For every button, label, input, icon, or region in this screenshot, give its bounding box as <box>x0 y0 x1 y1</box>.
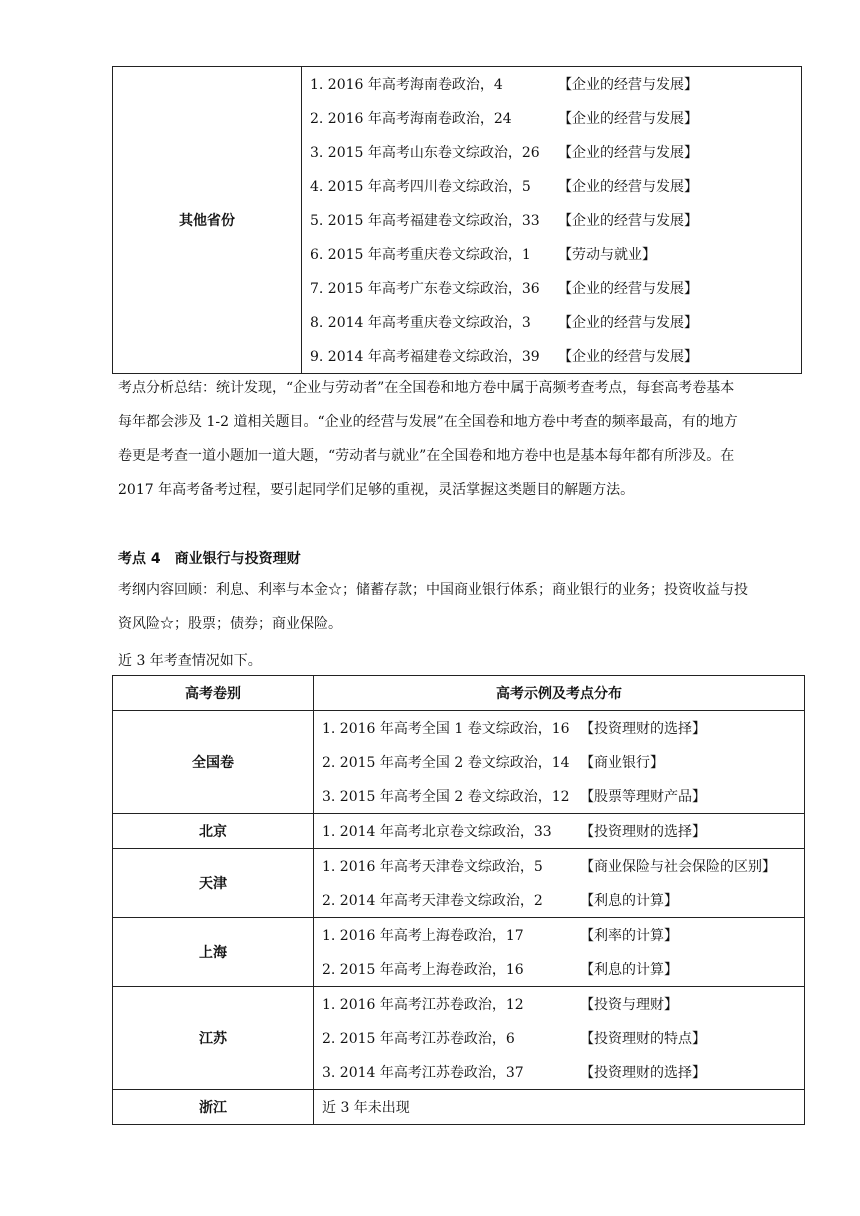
topic-tag: 【商业保险与社会保险的区别】 <box>580 859 776 875</box>
items-cell <box>314 1090 805 1125</box>
topic-tag: 【企业的经营与发展】 <box>558 213 698 229</box>
topic-tag: 【企业的经营与发展】 <box>558 349 698 365</box>
exam-source: 1. 2016 年高考上海卷政治，17 <box>322 928 524 944</box>
topic-tag: 【投资理财的选择】 <box>580 1065 706 1081</box>
items-cell <box>314 814 805 849</box>
table-row <box>310 305 793 339</box>
exam-source: 7. 2015 年高考广东卷文综政治，36 <box>310 281 540 297</box>
region-cell: 天津 <box>113 849 314 918</box>
exam-source: 1. 2014 年高考北京卷文综政治，33 <box>322 824 552 840</box>
table-row <box>322 779 796 813</box>
topic-tag: 【企业的经营与发展】 <box>558 145 698 161</box>
table-row <box>310 339 793 373</box>
table-row <box>310 169 793 203</box>
exam-source: 1. 2016 年高考全国 1 卷文综政治，16 <box>322 721 570 737</box>
exam-source: 近 3 年未出现 <box>322 1100 410 1116</box>
region-cell: 江苏 <box>113 987 314 1090</box>
column-header: 高考卷别 <box>113 676 314 711</box>
topic-tag: 【利息的计算】 <box>580 962 678 978</box>
exam-source: 1. 2016 年高考海南卷政治，4 <box>310 77 503 93</box>
table-row <box>322 814 796 848</box>
topic-tag: 【企业的经营与发展】 <box>558 77 698 93</box>
topic-tag: 【企业的经营与发展】 <box>558 281 698 297</box>
topic-tag: 【商业银行】 <box>580 755 664 771</box>
exam-source: 2. 2015 年高考全国 2 卷文综政治，14 <box>322 755 570 771</box>
table-row <box>310 203 793 237</box>
exam-source: 1. 2016 年高考天津卷文综政治，5 <box>322 859 543 875</box>
items-cell <box>314 849 805 918</box>
exam-source: 1. 2016 年高考江苏卷政治，12 <box>322 997 524 1013</box>
topic-tag: 【利息的计算】 <box>580 893 678 909</box>
column-header: 高考示例及考点分布 <box>314 676 805 711</box>
region-cell: 浙江 <box>113 1090 314 1125</box>
topic-tag: 【投资理财的选择】 <box>580 824 706 840</box>
items-cell <box>302 67 802 374</box>
exam-source: 8. 2014 年高考重庆卷文综政治，3 <box>310 315 531 331</box>
items-cell <box>314 711 805 814</box>
topic-tag: 【劳动与就业】 <box>558 247 656 263</box>
table-row <box>322 1090 796 1124</box>
items-cell <box>314 918 805 987</box>
items-cell <box>314 987 805 1090</box>
exam-source: 2. 2015 年高考江苏卷政治，6 <box>322 1031 515 1047</box>
exam-source: 3. 2015 年高考全国 2 卷文综政治，12 <box>322 789 570 805</box>
region-cell: 上海 <box>113 918 314 987</box>
exam-source: 9. 2014 年高考福建卷文综政治，39 <box>310 349 540 365</box>
table-row <box>310 67 793 101</box>
table-row <box>322 745 796 779</box>
exam-source: 3. 2015 年高考山东卷文综政治，26 <box>310 145 540 161</box>
summary-paragraph: 考点分析总结：统计发现，“企业与劳动者”在全国卷和地方卷中属于高频考查考点，每套高考卷基本每年都会涉及 1-2 道相关题目。“企业的经营与发展”在全国卷和地方卷中考查的频率最高，有的地方卷更是考查一道小题加一道大题，“劳动者与就业”在全国卷和地方卷中也是基本每年都有所涉及。在 2017 年高考备考过程，要引起同学们足够的重视，灵活掌握这类题目的解题方法。 <box>118 380 738 498</box>
topic-tag: 【企业的经营与发展】 <box>558 315 698 331</box>
table-row <box>322 849 796 883</box>
exam-source: 2. 2016 年高考海南卷政治，24 <box>310 111 512 127</box>
outline-paragraph: 考纲内容回顾：利息、利率与本金☆；储蓄存款；中国商业银行体系；商业银行的业务；投资收益与投资风险☆；股票；债券；商业保险。 <box>118 582 748 632</box>
table-row <box>322 1021 796 1055</box>
region-cell: 全国卷 <box>113 711 314 814</box>
topic-tag: 【股票等理财产品】 <box>580 789 706 805</box>
region-cell: 其他省份 <box>113 67 302 374</box>
exam-source: 2. 2015 年高考上海卷政治，16 <box>322 962 524 978</box>
exam-source: 5. 2015 年高考福建卷文综政治，33 <box>310 213 540 229</box>
table-row <box>322 987 796 1021</box>
table-row <box>322 918 796 952</box>
table-row <box>310 101 793 135</box>
table-row <box>310 271 793 305</box>
exam-table-banking <box>112 675 805 1125</box>
exam-table-other-provinces <box>112 66 802 374</box>
exam-source: 6. 2015 年高考重庆卷文综政治，1 <box>310 247 531 263</box>
topic-tag: 【投资理财的特点】 <box>580 1031 706 1047</box>
topic-tag: 【企业的经营与发展】 <box>558 111 698 127</box>
table-row <box>322 883 796 917</box>
topic-tag: 【利率的计算】 <box>580 928 678 944</box>
intro-text: 近 3 年考查情况如下。 <box>118 653 262 669</box>
topic-tag: 【投资理财的选择】 <box>580 721 706 737</box>
table-row <box>322 952 796 986</box>
table-row <box>310 237 793 271</box>
table-row <box>322 1055 796 1089</box>
exam-source: 2. 2014 年高考天津卷文综政治，2 <box>322 893 543 909</box>
region-cell: 北京 <box>113 814 314 849</box>
topic-tag: 【企业的经营与发展】 <box>558 179 698 195</box>
exam-source: 3. 2014 年高考江苏卷政治，37 <box>322 1065 524 1081</box>
exam-source: 4. 2015 年高考四川卷文综政治，5 <box>310 179 531 195</box>
table-row <box>322 711 796 745</box>
topic-tag: 【投资与理财】 <box>580 997 678 1013</box>
table-row <box>310 135 793 169</box>
section-title: 考点 4 商业银行与投资理财 <box>118 551 301 567</box>
